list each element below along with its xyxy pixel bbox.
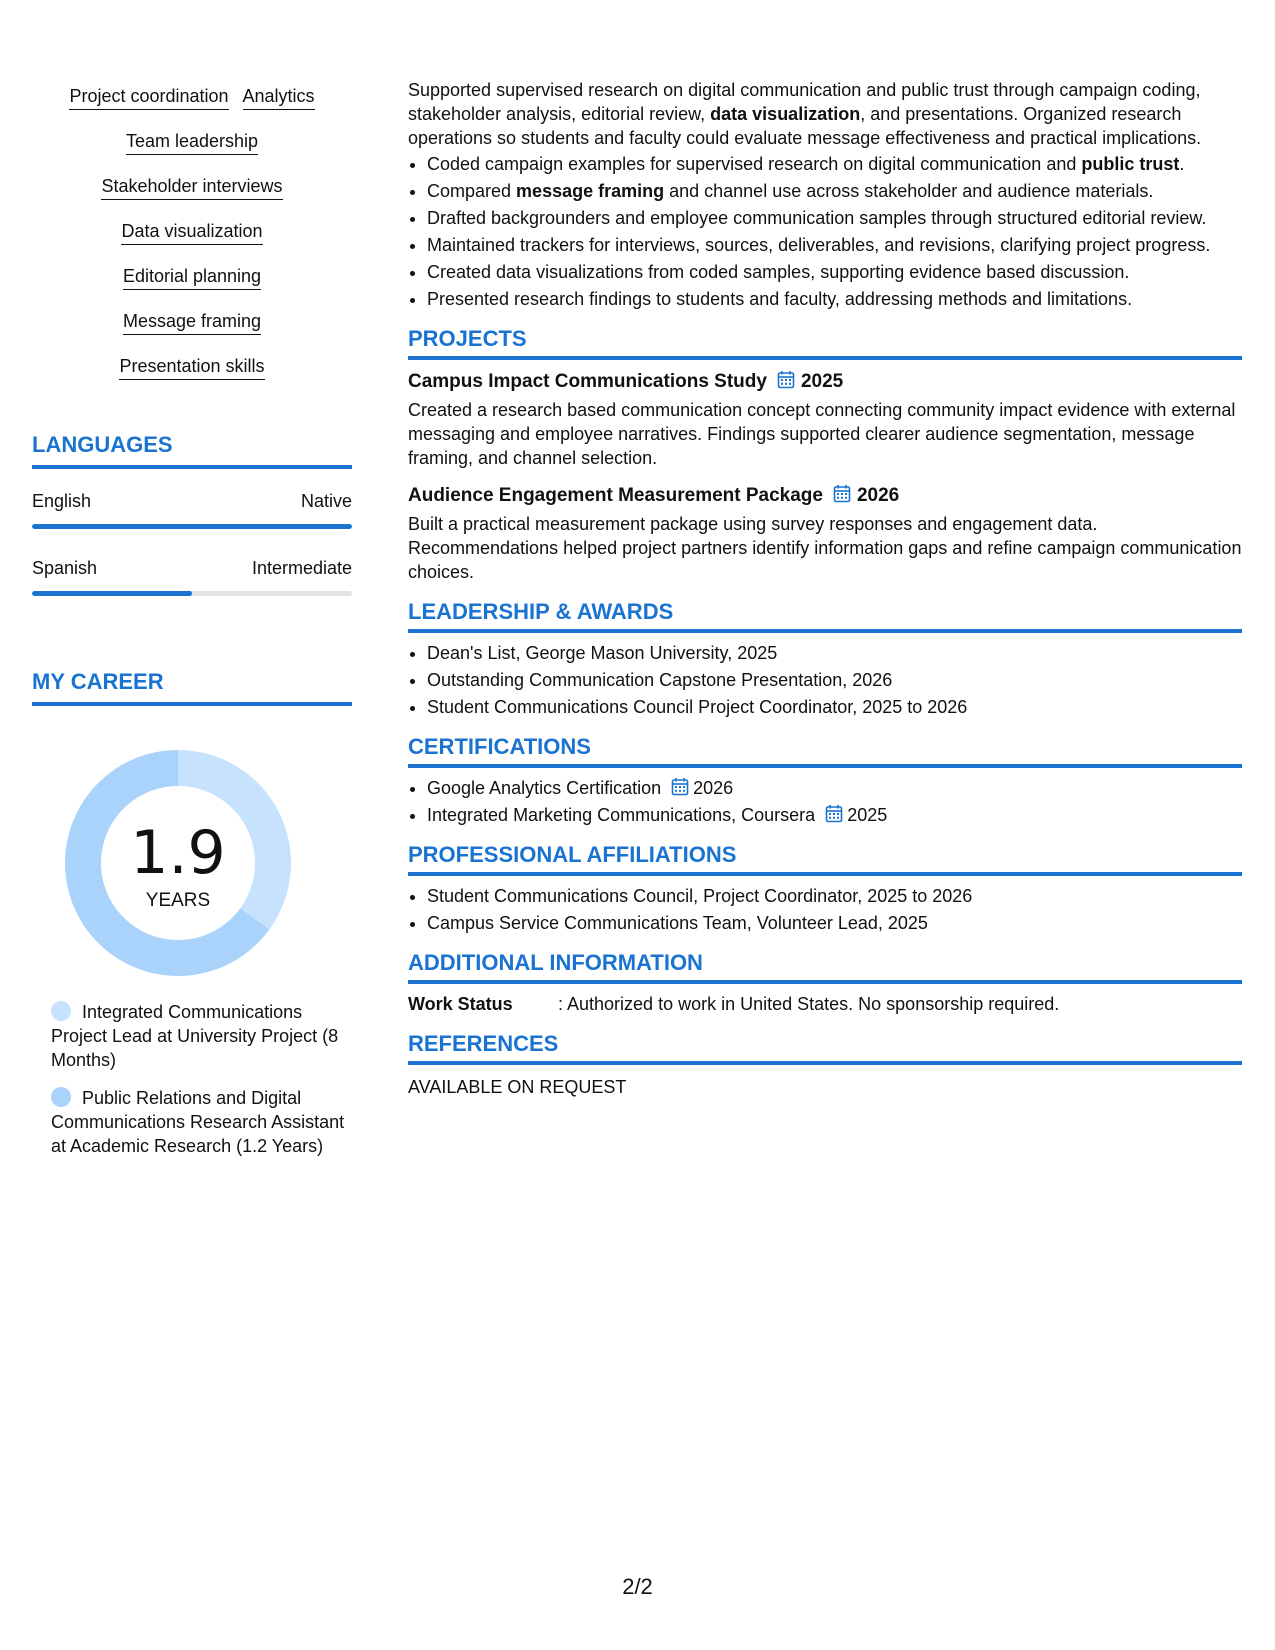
- award-item: • Student Communications Council Project Coordinator, 2025 to 2026: [427, 695, 1242, 719]
- bullet-text: Presented research findings to students and faculty, addressing methods and limitations.: [427, 289, 1133, 309]
- project-item: [408, 483, 1242, 584]
- language-proficiency-fill: [32, 591, 192, 596]
- language-name: English: [32, 491, 92, 511]
- certification-item: [427, 803, 1242, 827]
- certifications-list: [408, 776, 1242, 827]
- calendar-icon: [825, 804, 843, 823]
- skill-tag: Editorial planning: [123, 265, 261, 290]
- award-item: • Dean's List, George Mason University, 2025: [427, 641, 1242, 665]
- summary-bold-text: data visualization: [710, 104, 861, 124]
- language-proficiency-bar: [32, 524, 352, 529]
- projects-section: [408, 325, 1242, 584]
- certification-year: 2025: [847, 805, 888, 825]
- language-proficiency-fill: [32, 524, 352, 529]
- bullet-text: Compared: [427, 181, 517, 201]
- info-row: [408, 992, 1242, 1016]
- project-year: 2026: [856, 485, 900, 506]
- calendar-icon: [777, 370, 795, 389]
- experience-bullet: [427, 179, 1242, 203]
- experience-summary: [408, 78, 1242, 150]
- career-legend-label: Integrated Communications Project Lead at University Project (8 Months): [51, 1002, 339, 1070]
- career-legend: [32, 1000, 352, 1158]
- experience-bullet: [427, 206, 1242, 230]
- page-number: 2/2: [622, 1574, 653, 1599]
- calendar-icon: [671, 777, 689, 796]
- affiliations-list: [408, 884, 1242, 935]
- experience-bullets: [408, 152, 1242, 311]
- skill-tag: Data visualization: [121, 220, 262, 245]
- experience-bullet: [427, 152, 1242, 176]
- language-item: [32, 557, 352, 596]
- languages-section: [32, 431, 352, 596]
- affiliation-item: • Student Communications Council, Project Coordinator, 2025 to 2026: [427, 884, 1242, 908]
- award-item: • Outstanding Communication Capstone Presentation, 2026: [427, 668, 1242, 692]
- language-level: Native: [300, 491, 352, 511]
- project-title: Audience Engagement Measurement Package: [408, 485, 823, 506]
- affiliations-section: [408, 841, 1242, 935]
- project-description: Created a research based communication concept connecting community impact evidence with external messaging and employee narratives. Findings supported clearer audience segmentation, message framing, and channel selection.: [408, 400, 1236, 468]
- additional-info-section: [408, 949, 1242, 1016]
- bullet-text: Created data visualizations from coded samples, supporting evidence based discussion.: [427, 262, 1130, 282]
- legend-dot-icon: [51, 1087, 71, 1107]
- certification-item: [427, 776, 1242, 800]
- bullet-text: .: [1179, 154, 1185, 174]
- certifications-heading: CERTIFICATIONS: [408, 733, 1242, 768]
- career-section: [32, 668, 352, 1158]
- skills-list: [32, 84, 352, 399]
- skill-tag: Presentation skills: [119, 355, 264, 380]
- skill-tag: Message framing: [123, 310, 261, 335]
- affiliation-item: • Campus Service Communications Team, Volunteer Lead, 2025: [427, 911, 1242, 935]
- career-total-value: 1.9: [130, 818, 226, 888]
- career-legend-label: Public Relations and Digital Communications Research Assistant at Academic Research (1.2 Years): [51, 1088, 345, 1156]
- experience-bullet: [427, 233, 1242, 257]
- references-heading: REFERENCES: [408, 1030, 1242, 1065]
- certifications-section: [408, 733, 1242, 827]
- bullet-text: Coded campaign examples for supervised research on digital communication and: [427, 154, 1082, 174]
- project-description: Built a practical measurement package using survey responses and engagement data. Recommendations helped project partners identify information gaps and refine campaign communication choices.: [408, 514, 1242, 582]
- info-value: : Authorized to work in United States. No sponsorship required.: [558, 994, 1060, 1014]
- career-donut-chart: [32, 728, 352, 998]
- awards-heading: LEADERSHIP & AWARDS: [408, 598, 1242, 633]
- summary-text: Supported supervised research on digital communication and public trust through campaign coding, stakeholder analysis, editorial review,: [408, 80, 1201, 124]
- project-title: Campus Impact Communications Study: [408, 371, 767, 392]
- legend-dot-icon: [51, 1001, 71, 1021]
- language-item: [32, 490, 352, 529]
- skill-tag: Team leadership: [126, 130, 258, 155]
- certification-name: Integrated Marketing Communications, Coursera: [427, 805, 816, 825]
- awards-section: [408, 598, 1242, 719]
- bullet-text: and channel use across stakeholder and audience materials.: [664, 181, 1154, 201]
- certification-name: Google Analytics Certification: [427, 778, 662, 798]
- awards-list: [408, 641, 1242, 719]
- language-level: Intermediate: [251, 558, 352, 578]
- affiliations-heading: PROFESSIONAL AFFILIATIONS: [408, 841, 1242, 876]
- language-proficiency-bar: [32, 591, 352, 596]
- references-text: AVAILABLE ON REQUEST: [408, 1077, 627, 1097]
- career-total-unit: YEARS: [145, 890, 211, 911]
- skill-tag: Project coordination: [69, 85, 228, 110]
- certification-year: 2026: [693, 778, 734, 798]
- languages-heading: LANGUAGES: [32, 431, 352, 469]
- career-heading: MY CAREER: [32, 668, 352, 706]
- donut-center: [65, 750, 291, 976]
- bullet-bold-text: message framing: [516, 181, 665, 201]
- skill-tag: Stakeholder interviews: [101, 175, 282, 200]
- calendar-icon: [833, 484, 851, 503]
- bullet-bold-text: public trust: [1081, 154, 1180, 174]
- bullet-text: Drafted backgrounders and employee communication samples through structured editorial review.: [427, 208, 1207, 228]
- project-item: [408, 369, 1242, 470]
- projects-heading: PROJECTS: [408, 325, 1242, 360]
- bullet-text: Maintained trackers for interviews, sources, deliverables, and revisions, clarifying project progress.: [427, 235, 1211, 255]
- project-year: 2025: [800, 371, 844, 392]
- career-legend-item: [51, 1000, 352, 1072]
- additional-info-heading: ADDITIONAL INFORMATION: [408, 949, 1242, 984]
- experience-bullet: [427, 287, 1242, 311]
- skill-tag: Analytics: [243, 85, 315, 110]
- sidebar: [32, 84, 352, 1172]
- career-legend-item: [51, 1086, 352, 1158]
- experience-bullet: [427, 260, 1242, 284]
- references-section: [408, 1030, 1242, 1099]
- summary-text: , and presentations. Organized research operations so students and faculty could evaluate message effectiveness and practical implications.: [408, 104, 1202, 148]
- info-key: Work Status: [408, 994, 513, 1014]
- main-content: [408, 78, 1242, 1099]
- language-name: Spanish: [32, 558, 98, 578]
